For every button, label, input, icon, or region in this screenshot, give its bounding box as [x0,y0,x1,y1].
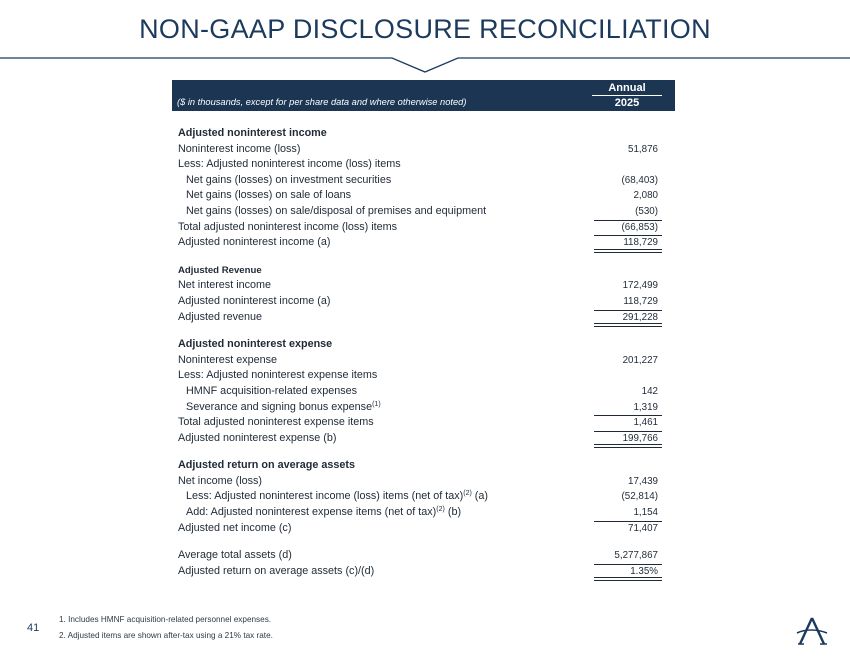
row-label: Adjusted Revenue [178,264,262,276]
table-header-bar [172,80,675,111]
row-label: Noninterest expense [178,353,278,366]
footnote-2: 2. Adjusted items are shown after-tax using a 21% tax rate. [59,631,273,640]
table-row [178,474,662,490]
table-row [178,235,662,251]
table-row [178,157,662,173]
year-label: 2025 [614,97,640,109]
page-number: 41 [27,622,40,634]
table-row [178,188,662,204]
row-value: (68,403) [621,174,658,186]
period-label: Annual [592,82,662,96]
table-row [178,173,662,189]
row-label: Less: Adjusted noninterest income (loss) items (net of tax)$^{(2)}$ (a) [186,490,489,503]
table-row [178,204,662,220]
table-row [178,126,662,142]
row-label: Net income (loss) [178,474,262,487]
row-label: Adjusted noninterest expense (b) [178,431,337,444]
table-row [178,521,662,537]
row-label: Average total assets (d) [178,549,292,562]
row-value: 1,319 [633,401,658,413]
row-value: 118,729 [623,237,658,249]
table-row [178,458,662,474]
row-label: HMNF acquisition-related expenses [186,384,358,397]
table-row [178,431,662,447]
row-value: 199,766 [622,432,658,444]
double-underline [594,577,662,581]
row-label: Net interest income [178,279,272,292]
row-label: Total adjusted noninterest expense items [178,416,374,429]
total-rule [594,521,662,522]
footnote-1: 1. Includes HMNF acquisition-related personnel expenses. [59,615,272,624]
total-rule [594,310,662,311]
table-row [178,310,662,326]
row-value: 172,499 [622,280,658,292]
row-label: Less: Adjusted noninterest income (loss) items [178,158,401,171]
row-spacer [178,446,662,458]
total-rule [594,220,662,221]
row-label: Adjusted return on average assets [178,459,356,472]
page-title: NON-GAAP DISCLOSURE RECONCILIATION [139,14,711,44]
row-label: Less: Adjusted noninterest expense items [178,369,378,382]
table-row [178,415,662,431]
row-value: 51,876 [628,143,658,155]
row-value: (52,814) [621,491,658,503]
table-row [178,368,662,384]
row-label: Adjusted return on average assets (c)/(d) [178,564,375,577]
row-label: Severance and signing bonus expense$^{(1)}$ [186,400,381,413]
row-label: Total adjusted noninterest income (loss) items [178,220,398,233]
table-row [178,548,662,564]
row-value: 142 [641,385,658,397]
total-rule [594,235,662,236]
row-label: Adjusted noninterest income (a) [178,236,331,249]
table-row [178,489,662,505]
row-value: 1,154 [633,507,658,519]
footnote-ref: (2) [436,506,445,514]
row-spacer [178,251,662,263]
row-value: 71,407 [628,522,658,534]
row-value: (530) [635,205,658,217]
row-value: 1.35% [630,565,658,577]
row-spacer [178,536,662,548]
row-value: 1,461 [633,417,658,429]
row-value: (66,853) [621,221,658,233]
table-row [178,220,662,236]
table-row [178,564,662,580]
units-note: ($ in thousands, except for per share data and where otherwise noted) [177,97,467,107]
table-row [178,263,662,279]
row-label: Net gains (losses) on investment securities [186,173,392,186]
row-spacer [178,325,662,337]
row-value: 118,729 [623,295,658,307]
table-row [178,278,662,294]
row-label: Net gains (losses) on sale/disposal of premises and equipment [186,204,487,217]
footnote-ref: (1) [372,400,381,408]
title-divider [0,52,850,76]
row-label: Adjusted net income (c) [178,521,292,534]
row-value: 201,227 [622,354,658,366]
table-row [178,400,662,416]
row-label: Net gains (losses) on sale of loans [186,189,352,202]
table-row [178,337,662,353]
a-mark-logo-icon [795,616,829,646]
row-value: 291,228 [622,311,658,323]
row-label: Add: Adjusted noninterest expense items (net of tax)$^{(2)}$ (b) [186,506,462,519]
row-label: Adjusted noninterest expense [178,338,333,351]
total-rule [594,431,662,432]
footnote-ref: (2) [463,490,472,498]
row-label: Adjusted noninterest income [178,127,327,139]
total-rule [594,415,662,416]
table-row [178,142,662,158]
table-row [178,505,662,521]
reconciliation-table [178,126,662,579]
row-value: 5,277,867 [614,550,658,562]
table-row [178,294,662,310]
row-label: Adjusted noninterest income (a) [178,294,331,307]
row-value: 2,080 [633,190,658,202]
table-row [178,353,662,369]
row-label: Adjusted revenue [178,310,263,323]
table-row [178,384,662,400]
row-label: Noninterest income (loss) [178,142,301,155]
row-value: 17,439 [628,475,658,487]
total-rule [594,564,662,565]
